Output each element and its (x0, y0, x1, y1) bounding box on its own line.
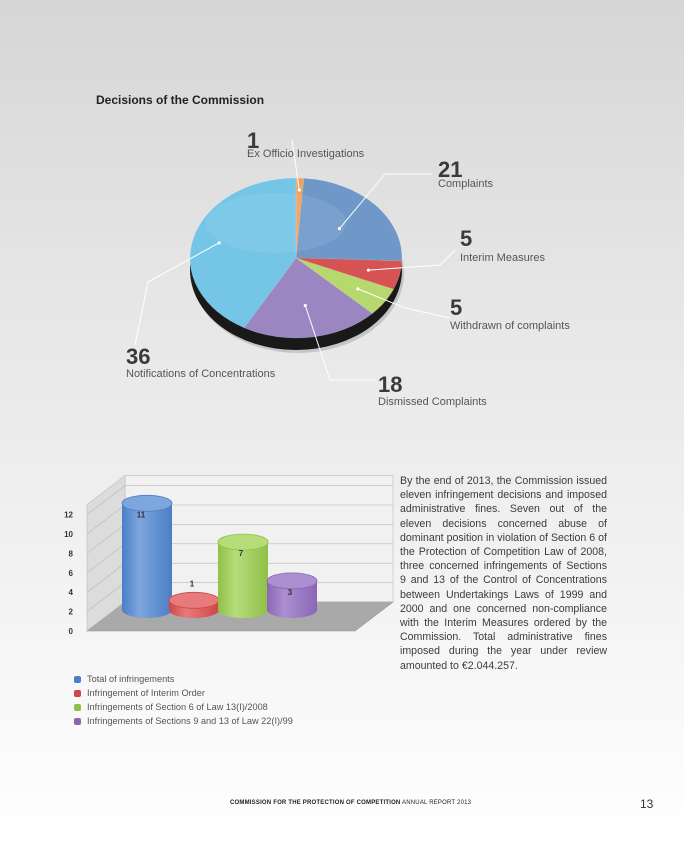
y-tick-label: 12 (64, 510, 73, 520)
y-tick-label: 6 (68, 568, 73, 578)
legend-item (74, 700, 293, 714)
legend-label: Infringements of Section 6 of Law 13(I)/2008 (87, 702, 268, 712)
legend-label: Total of infringements (87, 674, 175, 684)
legend-swatch (74, 718, 81, 725)
pie-category-label: Notifications of Concentrations (126, 368, 276, 380)
pie-value-label: 5 (450, 295, 463, 320)
pie-category-label: Withdrawn of complaints (450, 320, 570, 332)
bar-chart-legend (74, 672, 293, 728)
y-tick-label: 8 (68, 549, 73, 559)
legend-swatch (74, 704, 81, 711)
pie-category-label: Ex Officio Investigations (247, 148, 365, 160)
bar-value-label: 11 (136, 510, 146, 520)
y-tick-label: 0 (68, 627, 73, 636)
bar-top-2 (218, 534, 268, 550)
bar-value-label: 1 (189, 579, 195, 589)
footer-org: COMMISSION FOR THE PROTECTION OF COMPETITION (230, 800, 401, 806)
legend-item (74, 672, 293, 686)
bar-top-3 (267, 573, 317, 589)
y-tick-label: 4 (68, 588, 73, 598)
legend-swatch (74, 690, 81, 697)
bar-value-label: 7 (238, 549, 244, 559)
pie-value-label: 5 (460, 226, 473, 251)
y-tick-label: 2 (68, 607, 73, 617)
section-title: Decisions of the Commission (96, 93, 265, 107)
footer (230, 800, 471, 806)
page-number: 13 (640, 797, 654, 811)
legend-item (74, 714, 293, 728)
bar-top-1 (169, 592, 219, 608)
pie-category-label: Interim Measures (460, 252, 545, 264)
legend-item (74, 686, 293, 700)
legend-label: Infringement of Interim Order (87, 688, 205, 698)
pie-value-label: 21 (438, 157, 463, 182)
legend-swatch (74, 676, 81, 683)
pie-value-label: 36 (126, 344, 151, 369)
pie-value-label: 1 (247, 128, 260, 153)
summary-paragraph: By the end of 2013, the Commission issued eleven infringement decisions and imposed administrative fines. Seven out of the eleven decisions concerned abuse of dominant position in violation of Section 6 of the Protection of Competition Law of 2008, three concerned infringements of Sections 9 and 13 of the Control of Concentrations between Undertakings Laws of 1999 and 2000 and one concerned non-compliance with the Interim Measures ordered by the Commission. Total administrative fines imposed during the year under review amounted to €2.044.257. (400, 475, 607, 672)
bar-0 (122, 503, 172, 618)
pie-category-label: Dismissed Complaints (378, 396, 487, 408)
bar-top-0 (122, 495, 172, 511)
pie-value-label: 18 (378, 372, 403, 397)
footer-report: ANNUAL REPORT 2013 (402, 800, 472, 806)
y-tick-label: 10 (64, 530, 73, 539)
bar-value-label: 3 (287, 587, 293, 597)
pie-category-label: Complaints (438, 178, 494, 190)
legend-label: Infringements of Sections 9 and 13 of Law 22(I)/99 (87, 716, 293, 726)
